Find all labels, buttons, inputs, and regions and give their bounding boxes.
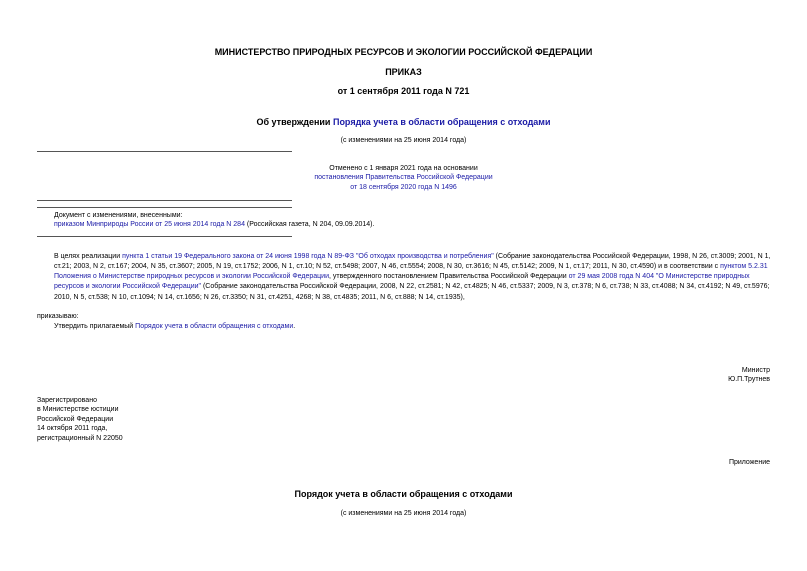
divider [37,151,292,152]
cancellation-decree-date-link[interactable]: от 18 сентября 2020 года N 1496 [350,183,457,191]
registration-line: регистрационный N 22050 [37,434,123,442]
signatory-name: Ю.П.Трутнев [728,376,770,384]
signatory-position: Министр [741,367,770,374]
preamble-text: , утвержденного постановлением Правительства Российской Федерации [328,273,569,281]
decree-item [54,322,295,331]
decree-item-suffix: . [293,323,296,330]
divider [37,207,292,208]
registration-line: Зарегистрировано [37,397,97,404]
registration-block [37,396,123,443]
amendments-intro: Документ с изменениями, внесенными: [54,212,183,219]
amendment-order-link[interactable]: приказом Минприроды России от 25 июня 2014 года N 284 [54,221,245,229]
order-date-heading: от 1 сентября 2011 года N 721 [337,86,470,96]
procedure-title-link[interactable]: Порядка учета в области обращения с отходами [332,117,551,127]
divider [37,236,292,237]
procedure-changes-note: (с изменениями на 25 июня 2014 года) [340,510,467,517]
preamble-text: (Собрание законодательства Российской Федерации, 2008, N 22, ст.2581; N 42, ст.4825; N 46, ст.5337; 2009, N 3, ст.378; N 6, ст.738; N 33, ст.4088; N 34, ст.4192; N 49, ст.5976; 2010, N 5, ст.538; N 10, ст.1094; N 14, ст.1656; N 26, ст.3350; N 31, ст.4251, 4268; N 38, ст.4835; 2011, N 6, ст.888; N 14, ст.1935), [54,283,770,301]
federal-law-link[interactable]: пункта 1 статьи 19 Федерального закона от 24 июня 1998 года N 89-ФЗ "Об отходах производства и потребления" [122,253,494,260]
document-title [0,116,807,128]
decree-item-text: Утвердить прилагаемый [54,323,136,330]
regulation-item-link[interactable]: пунктом 5.2.31 Положения о Министерстве природных ресурсов и экологии Российской Федерации [54,263,768,281]
divider [37,200,292,201]
signature-block [728,366,770,385]
preamble-text: В целях реализации [54,253,123,260]
appendix-label: Приложение [728,459,770,466]
government-decree-link[interactable]: от 29 мая 2008 года N 404 "О Министерстве природных ресурсов и экологии Российской Федерации" [54,273,750,291]
procedure-heading: Порядок учета в области обращения с отходами [294,489,513,499]
amendments-note [54,211,754,230]
registration-line: в Министерстве юстиции [37,406,119,414]
registration-line: Российской Федерации [37,415,114,423]
procedure-link[interactable]: Порядок учета в области обращения с отходами [135,323,294,330]
changes-note: (с изменениями на 25 июня 2014 года) [340,137,467,144]
title-prefix: Об утверждении [256,117,333,127]
preamble-text: (Собрание законодательства Российской Федерации, 1998, N 26, ст.3009; 2001, N 1, ст.21; 2003, N 2, ст.167; 2004, N 35, ст.3607; 2005, N 19, ст.1752; 2006, N 1, ст.10; N 52, ст.5498; 2007, N 46, ст.5554; 2008, N 30, ст.3616; N 45, ст.5142; 2009, N 1, ст.17; 2011, N 30, ст.4590) и в соответствии с [54,253,771,271]
amendment-source: (Российская газета, N 204, 09.09.2014). [244,221,375,229]
cancellation-decree-link[interactable]: постановления Правительства Российской Федерации [314,174,493,182]
ministry-heading: МИНИСТЕРСТВО ПРИРОДНЫХ РЕСУРСОВ И ЭКОЛОГИИ РОССИЙСКОЙ ФЕДЕРАЦИИ [214,47,593,57]
preamble-paragraph [37,252,771,303]
cancellation-note [0,164,807,192]
decree-word: приказываю: [37,313,79,320]
registration-line: 14 октября 2011 года, [37,425,108,433]
cancellation-text: Отменено с 1 января 2021 года на основании [329,165,478,172]
order-type-heading: ПРИКАЗ [385,67,422,77]
